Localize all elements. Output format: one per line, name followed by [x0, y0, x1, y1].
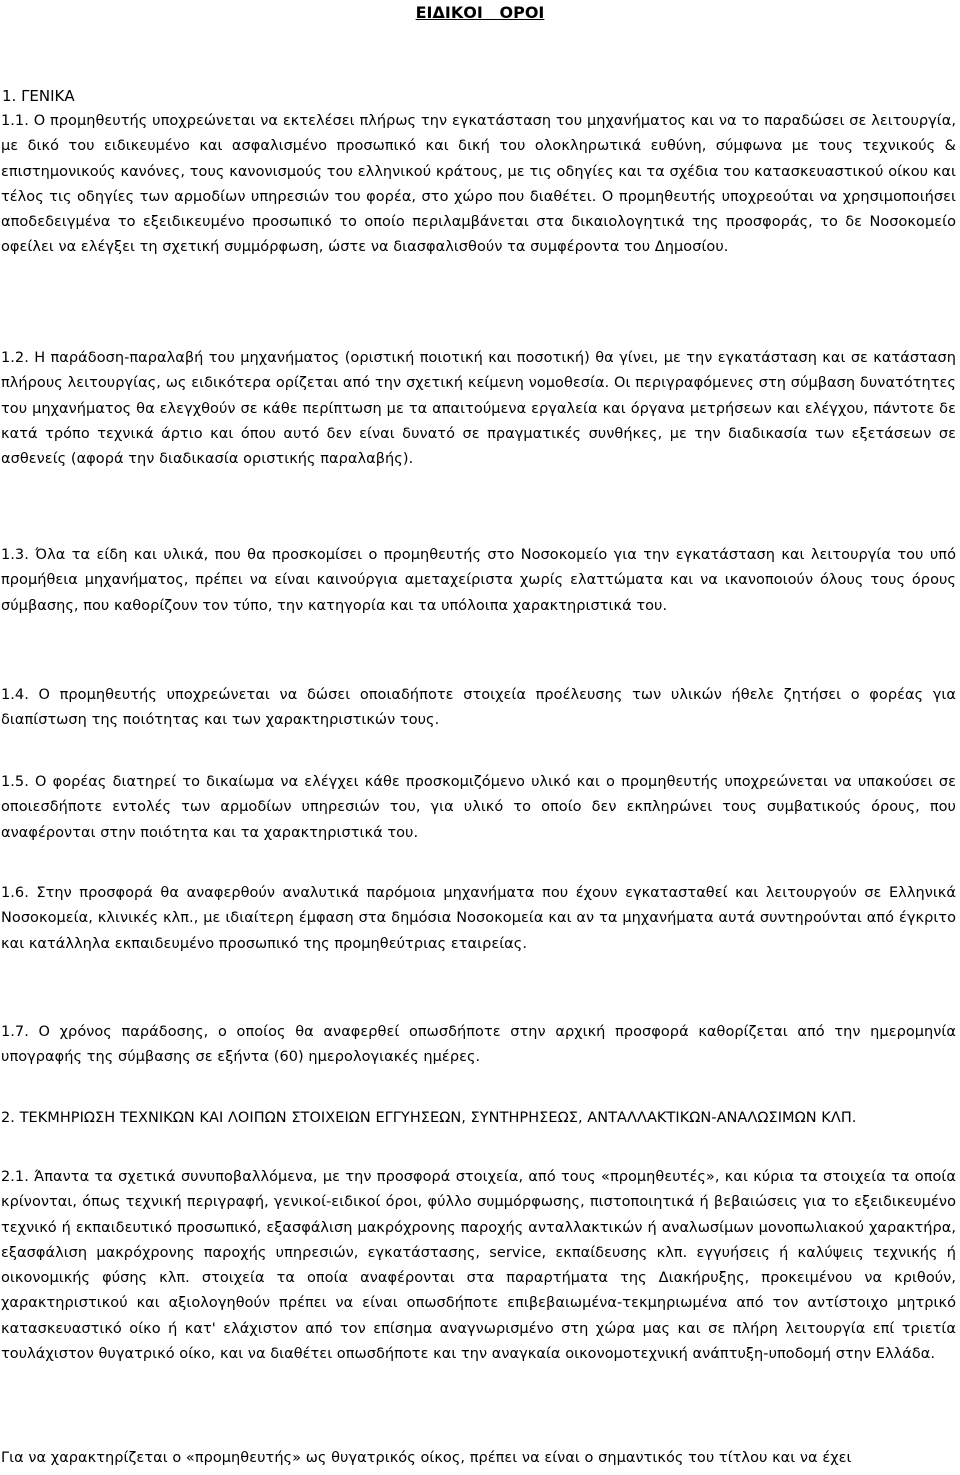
document-title: ΕΙΔΙΚΟΙ ΟΡΟΙ [415, 3, 545, 22]
paragraph-1-3: 1.3. Όλα τα είδη και υλικά, που θα προσκομίσει ο προμηθευτής στο Νοσοκομείο για την εγκατάσταση και λειτουργία του υπό προμήθεια μηχανήματος, πρέπει να είναι καινούργια αμεταχείριστα χωρίς ελαττώματα και να ικανοποιούν όλους τους όρους σύμβασης, που καθορίζουν τον τύπο, την κατηγορία και τα υπόλοιπα χαρακτηριστικά του. [1, 547, 956, 614]
paragraph-1-2: 1.2. Η παράδοση-παραλαβή του μηχανήματος (οριστική ποιοτική και ποσοτική) θα γίνει, με την εγκατάσταση και σε κατάσταση πλήρους λειτουργίας, ως ειδικότερα ορίζεται από την σχετική κείμενη νομοθεσία. Οι περιγραφόμενες στη σύμβαση δυνατότητες του μηχανήματος θα ελεγχθούν σε κάθε περίπτωση με τα απαιτούμενα εργαλεία και όργανα μετρήσεων και ελέγχου, πάντοτε δε κατά τρόπο τεχνικά άρτιο και όπου αυτό δεν είναι δυνατό σε πραγματικές συνθήκες, με την διαδικασία των εξετάσεων σε ασθενείς (αφορά την διαδικασία οριστικής παραλαβής). [1, 350, 956, 468]
section-2-heading: 2. ΤΕΚΜΗΡΙΩΣΗ ΤΕΧΝΙΚΩΝ ΚΑΙ ΛΟΙΠΩΝ ΣΤΟΙΧΕΙΩΝ ΕΓΓΥΗΣΕΩΝ, ΣΥΝΤΗΡΗΣΕΩΣ, ΑΝΤΑΛΛΑΚΤΙΚΩΝ-ΑΝΑΛΩΣΙΜΩΝ ΚΛΠ. [1, 1110, 857, 1126]
paragraph-1-6: 1.6. Στην προσφορά θα αναφερθούν αναλυτικά παρόμοια μηχανήματα που έχουν εγκατασταθεί και λειτουργούν σε Ελληνικά Νοσοκομεία, κλινικές κλπ., με ιδιαίτερη έμφαση στα δημόσια Νοσοκομεία και αν τα μηχανήματα αυτά συντηρούνται από έγκριτο και κατάλληλα εκπαιδευμένο προσωπικό της προμηθεύτριας εταιρείας. [1, 885, 956, 952]
paragraph-2-1: 2.1. Άπαντα τα σχετικά συνυποβαλλόμενα, με την προσφορά στοιχεία, από τους «προμηθευτές», και κύρια τα στοιχεία τα οποία κρίνονται, όπως τεχνική περιγραφή, γενικοί-ειδικοί όροι, φύλλο συμμόρφωσης, πιστοποιητικά ή βεβαιώσεις για το εξειδικευμένο τεχνικό ή εκπαιδευτικό προσωπικό, εξασφάλιση μακρόχρονης παροχής ανταλλακτικών ή αναλωσίμων μονοπωλιακού χαρακτήρα, εξασφάλιση μακρόχρονης παροχής υπηρεσιών, εγκατάστασης, service, εκπαίδευσης κλπ. εγγυήσεις ή καλύψεις τεχνικής ή οικονομικής φύσης κλπ. στοιχεία τα οποία αναφέρονται στα παραρτήματα της Διακήρυξης, προκειμένου να κριθούν, χαρακτηριστικού και αξιολογηθούν πρέπει να είναι οπωσδήποτε επιβεβαιωμένα-τεκμηριωμένα από τον αντίστοιχο μητρικό κατασκευαστικό οίκο ή κατ' ελάχιστον από τον επίσημα αναγνωρισμένο στη χώρα μας και σε πλήρη λειτουργία επί τριετία τουλάχιστον θυγατρικό οίκο, και να διαθέτει οπωσδήποτε και την αναγκαία οικονομοτεχνική ανάπτυξη-υποδομή στην Ελλάδα. [1, 1169, 956, 1363]
paragraph-1-1: 1.1. Ο προμηθευτής υποχρεώνεται να εκτελέσει πλήρως την εγκατάσταση του μηχανήματος και να το παραδώσει σε λειτουργία, με δικό του ειδικευμένο και ασφαλισμένο προσωπικό και δική του ολοκληρωτικά ευθύνη, σύμφωνα με τους τεχνικούς & επιστημονικούς κανόνες, τους κανονισμούς του ελληνικού κράτους, με τις οδηγίες και τα σχέδια του κατασκευαστικού οίκου και τέλος τις οδηγίες των αρμοδίων υπηρεσιών του φορέα, στο χώρο που διαθέτει. Ο προμηθευτής υποχρεούται να χρησιμοποιήσει αποδεδειγμένα το εξειδικευμένο προσωπικό το οποίο περιλαμβάνεται στα δικαιολογητικά της προσφοράς, το δε Νοσοκομείο οφείλει να ελέγξει τη σχετική συμμόρφωση, ώστε να διασφαλισθούν τα συμφέροντα του Δημοσίου. [1, 113, 956, 256]
paragraph-1-7: 1.7. Ο χρόνος παράδοσης, ο οποίος θα αναφερθεί οπωσδήποτε στην αρχική προσφορά καθορίζεται από την ημερομηνία υπογραφής της σύμβασης σε εξήντα (60) ημερολογιακές ημέρες. [1, 1024, 956, 1066]
paragraph-1-4: 1.4. Ο προμηθευτής υποχρεώνεται να δώσει οποιαδήποτε στοιχεία προέλευσης των υλικών ήθελε ζητήσει ο φορέας για διαπίστωση της ποιότητας και των χαρακτηριστικών τους. [1, 687, 956, 729]
section-1-heading: 1. ΓΕΝΙΚΑ [2, 87, 75, 105]
paragraph-2-continuation: Για να χαρακτηρίζεται ο «προμηθευτής» ως θυγατρικός οίκος, πρέπει να είναι ο σημαντικός του τίτλου και να έχει [1, 1450, 852, 1466]
paragraph-1-5: 1.5. Ο φορέας διατηρεί το δικαίωμα να ελέγχει κάθε προσκομιζόμενο υλικό και ο προμηθευτής υποχρεώνεται να υπακούσει σε οποιεσδήποτε εντολές των αρμοδίων υπηρεσιών του, για υλικό το οποίο δεν εκπληρώνει τους συμβατικούς όρους, που αναφέρονται στην ποιότητα και τα χαρακτηριστικά του. [1, 774, 956, 841]
